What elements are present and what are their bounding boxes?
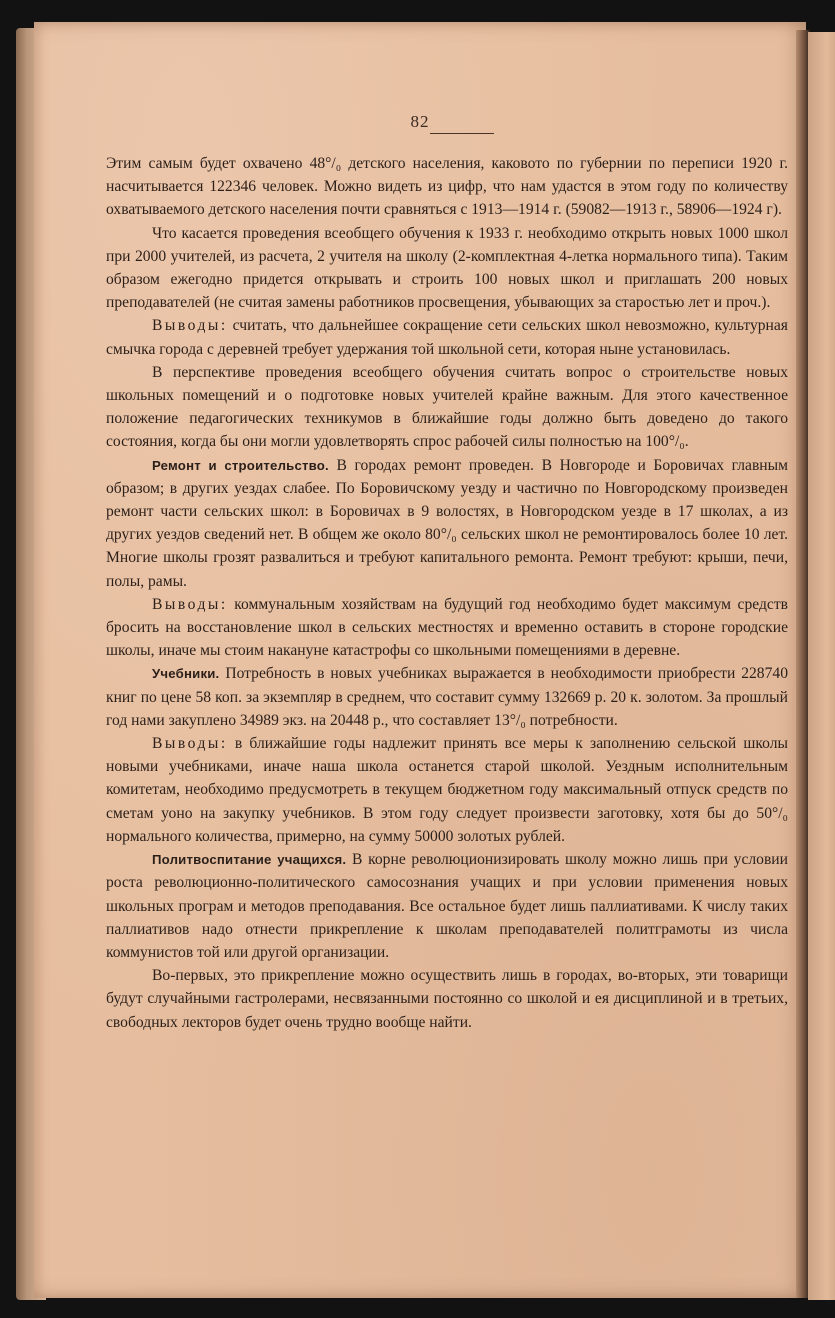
paragraph-text: Что касается проведения всеобщего обучения к 1933 г. необходимо открыть новых 1000 школ при 2000 учителей, из расчета, 2 учителя на школу (2-комплектная 4-летка нормального типа). Таким образом ежегодно придется открывать и строить 100 новых школ и приглашать 200 новых преподавателей (не считая замены работников просвещения, убывающих за старостью лет и проч.).	[106, 224, 788, 312]
body-text	[106, 152, 788, 1034]
page-number: 82	[410, 112, 430, 131]
paragraph	[106, 454, 788, 593]
book-page	[34, 22, 806, 1298]
paragraph-text: в ближайшие годы надлежит принять все меры к заполнению сельской школы новыми учебниками, иначе наша школа останется старой школой. Уездным исполнительным комитетам, необходимо предусмотреть в текущем бюджетном году максимальный отпуск средств по сметам уоно на закупку учебников. В этом году следует произвести заготовку, хотя бы до 50°/₀ нормального количества, примерно, на сумму 50000 золотых рублей.	[106, 735, 788, 845]
paragraph-text: В корне революционизировать школу можно лишь при условии роста революционно-политического самосознания учащих и при условии применения новых школьных програм и методов преподавания. Все остальное будет лишь паллиативами. К числу таких паллиативов надо отнести прикрепление к школам преподавателей политграмоты из числа коммунистов той или другой организации.	[106, 851, 788, 961]
adjacent-page-edge	[808, 32, 835, 1300]
section-heading: Ремонт и строительство.	[152, 457, 329, 473]
paragraph-text: В городах ремонт проведен. В Новгороде и Боровичах главным образом; в других уездах слабее. По Боровичскому уезду и частично по Новгородскому произведен ремонт части сельских школ: в Боровичах в 9 волостях, в Новгородском уезде в 17 школах, а из других уездов сведений нет. В общем же около 80°/₀ сельских школ не ремонтировалось более 10 лет. Многие школы грозят развалиться и требуют капитального ремонта. Ремонт требуют: крыши, печи, полы, рамы.	[106, 456, 788, 590]
conclusion-lead: Выводы:	[152, 317, 228, 335]
paragraph-text: Этим самым будет охвачено 48°/₀ детского населения, каковото по губернии по переписи 1920 г. насчитывается 122346 человек. Можно видеть из цифр, что нам удастся в этом году по количеству охватываемого детского населения почти сравняться с 1913—1914 г. (59082—1913 г., 58906—1924 г).	[106, 155, 788, 219]
paragraph	[106, 361, 788, 454]
paragraph	[106, 964, 788, 1034]
section-heading: Учебники.	[152, 666, 220, 682]
paragraph	[106, 732, 788, 848]
paragraph	[106, 593, 788, 663]
section-heading: Политвоспитание учащихся.	[152, 852, 347, 868]
paragraph	[106, 222, 788, 315]
paragraph	[106, 848, 788, 964]
page-number-rule	[430, 133, 494, 134]
conclusion-lead: Выводы:	[152, 595, 228, 613]
conclusion-lead: Выводы:	[152, 735, 228, 753]
paragraph-text: коммунальным хозяйствам на будущий год необходимо будет максимум средств бросить на восстановление школ в сельских местностях и временно оставить в стороне городские школы, иначе мы стоим накануне катастрофы со школьными помещениями в деревне.	[106, 595, 788, 660]
paragraph-text: Во-первых, это прикрепление можно осуществить лишь в городах, во-вторых, эти товарищи будут случайными гастролерами, несвязанными постоянно со школой и ея дисциплиной и в третьих, свободных лекторов будет очень трудно вообще найти.	[106, 967, 788, 1031]
paragraph	[106, 314, 788, 360]
paragraph-text: В перспективе проведения всеобщего обучения считать вопрос о строительстве новых школьных помещений и о подготовке новых учителей крайне важным. Для этого качественное положение педагогических техникумов в ближайшие годы должно быть доведено до такого состояния, когда бы они могли удовлетворять спрос рабочей силы полностью на 100°/₀.	[106, 363, 788, 451]
paragraph-text: считать, что дальнейшее сокращение сети сельских школ невозможно, культурная смычка города с деревней требует удержания той школьной сети, которая ныне установилась.	[106, 317, 788, 358]
paragraph	[106, 662, 788, 732]
paragraph-text: Потребность в новых учебниках выражается в необходимости приобрести 228740 книг по цене 58 коп. за экземпляр в среднем, что составит сумму 132669 р. 20 к. золотом. За прошлый год нами закуплено 34989 экз. на 20448 р., что составляет 13°/₀ потребности.	[106, 665, 788, 729]
paragraph	[106, 152, 788, 222]
